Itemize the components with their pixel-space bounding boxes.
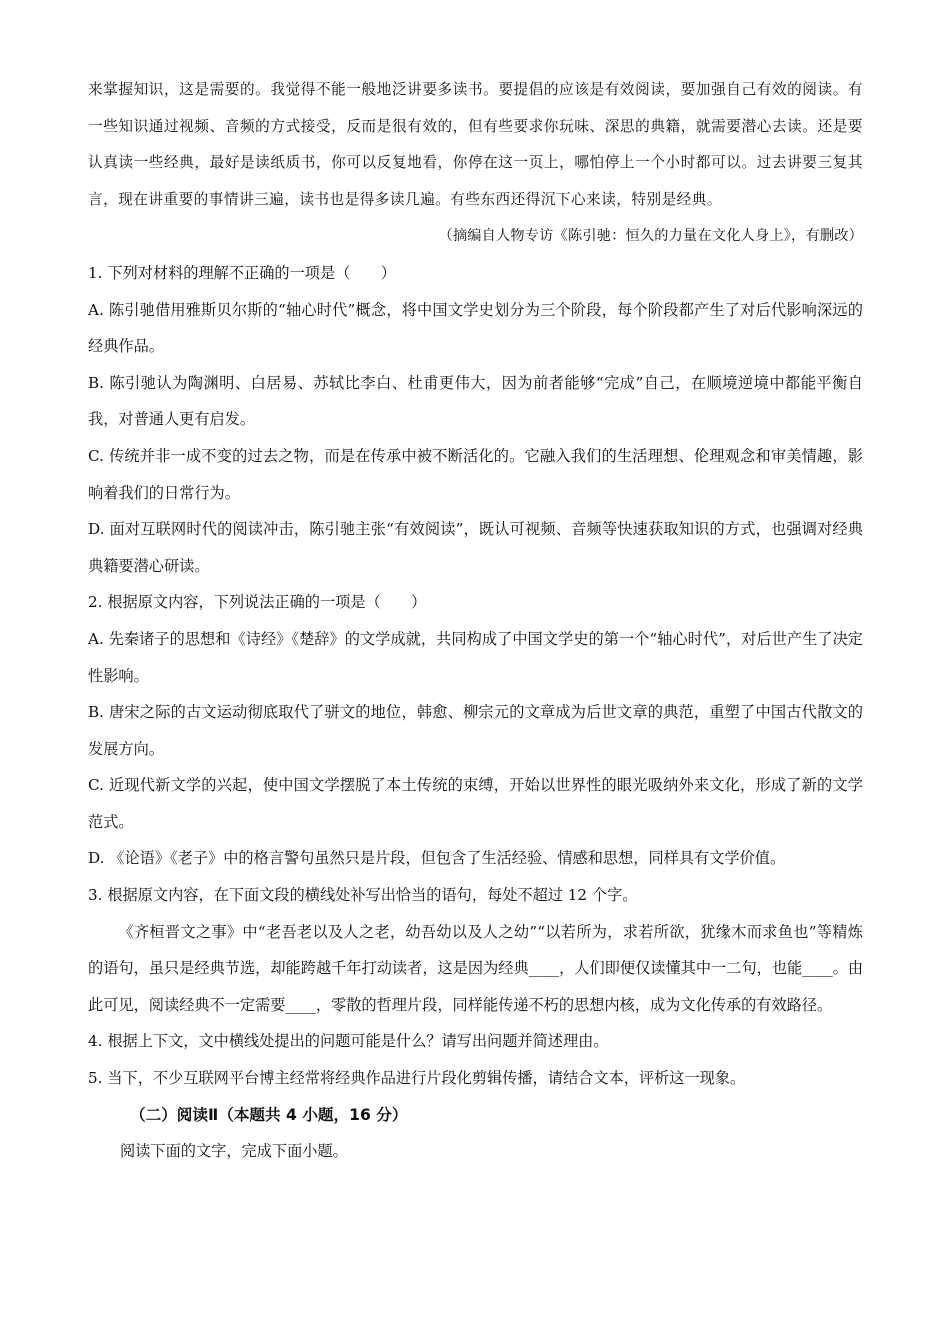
question-1-option-b: B. 陈引驰认为陶渊明、白居易、苏轼比李白、杜甫更伟大，因为前者能够“完成”自己，在顺境逆境中都能平衡自我，对普通人更有启发。 — [88, 373, 863, 429]
question-2-option-a: A. 先秦诸子的思想和《诗经》《楚辞》的文学成就，共同构成了中国文学史的第一个“轴心时代”，对后世产生了决定性影响。 — [88, 629, 863, 685]
question-3-passage: 《齐桓晋文之事》中“老吾老以及人之老，幼吾幼以及人之幼”“以若所为，求若所欲，犹缘木而求鱼也”等精炼的语句，虽只是经典节选，却能跨越千年打动读者，这是因为经典____，人们即便仅读懂其中一二句，也能____。由此可见，阅读经典不一定需要____，零散的哲理片段，同样能传递不朽的思想内核，成为文化传承的有效路径。 — [88, 922, 863, 1014]
question-5-stem: 5. 当下，不少互联网平台博主经常将经典作品进行片段化剪辑传播，请结合文本，评析这一现象。 — [88, 1069, 746, 1088]
question-2-option-d: D. 《论语》《老子》中的格言警句虽然只是片段，但包含了生活经验、情感和思想，同样具有文学价值。 — [88, 849, 786, 868]
question-1-stem: 1. 下列对材料的理解不正确的一项是（ ） — [88, 263, 396, 282]
passage-source: （摘编自人物专访《陈引驰：恒久的力量在文化人身上》，有删改） — [438, 228, 863, 245]
question-4-stem: 4. 根据上下文，文中横线处提出的问题可能是什么？请写出问题并简述理由。 — [88, 1032, 609, 1051]
question-2-option-b: B. 唐宋之际的古文运动彻底取代了骈文的地位，韩愈、柳宗元的文章成为后世文章的典范，重塑了中国古代散文的发展方向。 — [88, 703, 863, 758]
question-2-stem: 2. 根据原文内容，下列说法正确的一项是（ ） — [88, 593, 427, 612]
question-2-option-c: C. 近现代新文学的兴起，使中国文学摆脱了本土传统的束缚，开始以世界性的眼光吸纳外来文化，形成了新的文学范式。 — [88, 776, 863, 831]
question-1-option-d: D. 面对互联网时代的阅读冲击，陈引驰主张“有效阅读”，既认可视频、音频等快速获取知识的方式，也强调对经典典籍要潜心研读。 — [88, 520, 863, 575]
exam-page — [88, 72, 863, 1170]
question-3-stem: 3. 根据原文内容，在下面文段的横线处补写出恰当的语句，每处不超过 12 个字。 — [88, 886, 638, 905]
question-1-option-a: A. 陈引驰借用雅斯贝尔斯的“轴心时代”概念，将中国文学史划分为三个阶段，每个阶段都产生了对后代影响深远的经典作品。 — [88, 300, 863, 356]
section-2-instruction: 阅读下面的文字，完成下面小题。 — [120, 1142, 348, 1161]
question-1-option-c: C. 传统并非一成不变的过去之物，而是在传承中被不断活化的。它融入我们的生活理想、伦理观念和审美情趣，影响着我们的日常行为。 — [88, 446, 863, 502]
section-2-title: （二）阅读Ⅱ（本题共 4 小题，16 分） — [130, 1105, 408, 1124]
passage-paragraph: 来掌握知识，这是需要的。我觉得不能一般地泛讲要多读书。要提倡的应该是有效阅读，要加强自己有效的阅读。有一些知识通过视频、音频的方式接受，反而是很有效的，但有些要求你玩味、深思的典籍，就需要潜心去读。还是要认真读一些经典，最好是读纸质书，你可以反复地看，你停在这一页上，哪怕停上一个小时都可以。过去讲要三复其言，现在讲重要的事情讲三遍，读书也是得多读几遍。有些东西还得沉下心来读，特别是经典。 — [88, 81, 863, 208]
